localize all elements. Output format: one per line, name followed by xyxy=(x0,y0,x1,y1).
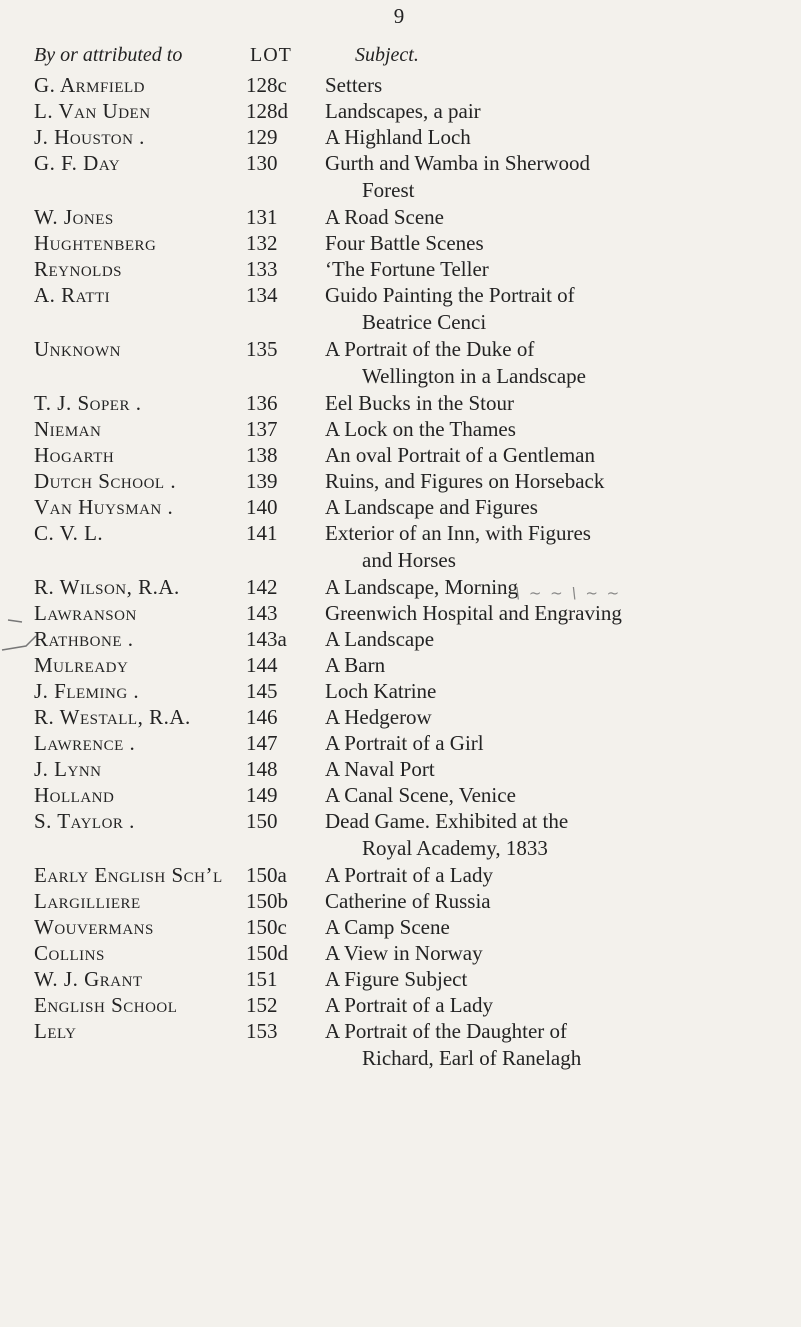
lot-number: 135 xyxy=(246,337,278,361)
lot-entry xyxy=(0,704,801,730)
subject-continuation: Forest xyxy=(362,178,415,202)
artist-name: Van Huysman . xyxy=(34,495,174,519)
subject-continuation: Beatrice Cenci xyxy=(362,310,487,334)
lot-entry xyxy=(0,72,801,98)
lot-entry xyxy=(0,730,801,756)
artist-name: R. Westall, R.A. xyxy=(34,705,191,729)
subject-text: A Portrait of the Duke of xyxy=(325,337,535,361)
subject-text: An oval Portrait of a Gentleman xyxy=(325,443,596,467)
lot-entry xyxy=(0,1018,801,1044)
subject-text: A Portrait of a Girl xyxy=(325,731,484,755)
artist-name: Hughtenberg xyxy=(34,231,157,255)
artist-name: Holland xyxy=(34,783,115,807)
subject-text: ‘The Fortune Teller xyxy=(325,257,489,281)
lot-entry xyxy=(0,862,801,888)
lot-entry xyxy=(0,230,801,256)
subject-text: A Lock on the Thames xyxy=(325,417,516,441)
lot-number: 128c xyxy=(246,73,287,97)
lot-number: 131 xyxy=(246,205,278,229)
lot-number: 153 xyxy=(246,1019,278,1043)
lot-entry xyxy=(0,390,801,416)
subject-text: A Portrait of a Lady xyxy=(325,863,493,887)
lot-entry xyxy=(0,204,801,230)
artist-name: W. Jones xyxy=(34,205,114,229)
lot-number: 150c xyxy=(246,915,287,939)
header-artist: By or attributed to xyxy=(34,44,183,66)
subject-text: Eel Bucks in the Stour xyxy=(325,391,514,415)
lot-number: 148 xyxy=(246,757,278,781)
lot-entry xyxy=(0,888,801,914)
lot-number: 151 xyxy=(246,967,278,991)
artist-name: Dutch School . xyxy=(34,469,177,493)
lot-entry xyxy=(0,520,801,546)
artist-name: G. F. Day xyxy=(34,151,121,175)
lot-entry xyxy=(0,940,801,966)
subject-text: Exterior of an Inn, with Figures xyxy=(325,521,591,545)
artist-name: Wouvermans xyxy=(34,915,154,939)
lot-number: 139 xyxy=(246,469,278,493)
artist-name: A. Ratti xyxy=(34,283,111,307)
lot-entry xyxy=(0,652,801,678)
lot-number: 140 xyxy=(246,495,278,519)
lot-number: 150d xyxy=(246,941,288,965)
subject-text: A Highland Loch xyxy=(325,125,471,149)
artist-name: J. Fleming . xyxy=(34,679,140,703)
lot-number: 147 xyxy=(246,731,278,755)
subject-text: A Landscape and Figures xyxy=(325,495,538,519)
artist-name: Early English Sch’l xyxy=(34,863,223,887)
artist-name: T. J. Soper . xyxy=(34,391,142,415)
lot-entry xyxy=(0,914,801,940)
lot-number: 141 xyxy=(246,521,278,545)
lot-entry xyxy=(0,442,801,468)
subject-continuation: Wellington in a Landscape xyxy=(362,364,586,388)
subject-text: A Canal Scene, Venice xyxy=(325,783,516,807)
lot-number: 152 xyxy=(246,993,278,1017)
pencil-margin-mark-icon xyxy=(0,612,40,658)
lot-entry xyxy=(0,124,801,150)
subject-text: A Naval Port xyxy=(325,757,435,781)
artist-name: Collins xyxy=(34,941,105,965)
lot-entry xyxy=(0,808,801,834)
subject-text: Landscapes, a pair xyxy=(325,99,481,123)
subject-continuation: Royal Academy, 1833 xyxy=(362,836,548,860)
subject-text: Setters xyxy=(325,73,383,97)
lot-number: 142 xyxy=(246,575,278,599)
lot-number: 132 xyxy=(246,231,278,255)
column-headers xyxy=(0,44,801,72)
lot-entry xyxy=(0,782,801,808)
lot-number: 145 xyxy=(246,679,278,703)
subject-text: A View in Norway xyxy=(325,941,483,965)
lot-entry xyxy=(0,756,801,782)
artist-name: Largilliere xyxy=(34,889,141,913)
lot-number: 150b xyxy=(246,889,288,913)
subject-text: A Road Scene xyxy=(325,205,444,229)
lot-number: 146 xyxy=(246,705,278,729)
subject-text: Greenwich Hospital and Engraving xyxy=(325,601,622,625)
lot-entry xyxy=(0,336,801,362)
artist-name: Lely xyxy=(34,1019,77,1043)
lot-entry xyxy=(0,468,801,494)
subject-text: A Camp Scene xyxy=(325,915,450,939)
lot-entry xyxy=(0,150,801,176)
subject-text: A Figure Subject xyxy=(325,967,468,991)
artist-name: Mulready xyxy=(34,653,129,677)
lot-number: 143a xyxy=(246,627,287,651)
artist-name: G. Armfield xyxy=(34,73,146,97)
lot-number: 137 xyxy=(246,417,278,441)
lot-number: 144 xyxy=(246,653,278,677)
artist-name: Rathbone . xyxy=(34,627,134,651)
subject-text: Loch Katrine xyxy=(325,679,437,703)
page-number: 9 xyxy=(393,4,405,28)
lot-entry xyxy=(0,282,801,308)
artist-name: Reynolds xyxy=(34,257,123,281)
lot-entry xyxy=(0,626,801,652)
lot-entry xyxy=(0,992,801,1018)
lot-entry xyxy=(0,494,801,520)
lot-number: 134 xyxy=(246,283,278,307)
subject-text: A Portrait of a Lady xyxy=(325,993,493,1017)
header-lot: LOT xyxy=(250,44,292,66)
artist-name: Nieman xyxy=(34,417,102,441)
lot-number: 129 xyxy=(246,125,278,149)
lot-entry xyxy=(0,966,801,992)
subject-text: A Hedgerow xyxy=(325,705,432,729)
lot-number: 130 xyxy=(246,151,278,175)
subject-text: A Barn xyxy=(325,653,386,677)
lot-entry xyxy=(0,256,801,282)
subject-text: A Portrait of the Daughter of xyxy=(325,1019,568,1043)
artist-name: J. Lynn xyxy=(34,757,102,781)
artist-name: Lawranson xyxy=(34,601,137,625)
artist-name: Hogarth xyxy=(34,443,115,467)
subject-text: Ruins, and Figures on Horseback xyxy=(325,469,605,493)
subject-text: A Landscape xyxy=(325,627,435,651)
subject-text: A Landscape, Morning xyxy=(325,575,519,599)
artist-name: W. J. Grant xyxy=(34,967,143,991)
artist-name: L. Van Uden xyxy=(34,99,151,123)
lot-number: 136 xyxy=(246,391,278,415)
artist-name: English School xyxy=(34,993,178,1017)
header-subject: Subject. xyxy=(355,44,419,66)
subject-text: Catherine of Russia xyxy=(325,889,491,913)
lot-number: 128d xyxy=(246,99,288,123)
lot-entry xyxy=(0,678,801,704)
lot-number: 149 xyxy=(246,783,278,807)
subject-text: Four Battle Scenes xyxy=(325,231,484,255)
subject-continuation: Richard, Earl of Ranelagh xyxy=(362,1046,582,1070)
lot-number: 133 xyxy=(246,257,278,281)
artist-name: Unknown xyxy=(34,337,121,361)
pencil-annotation: \ ~ ~ \ ~ ~ xyxy=(515,584,622,602)
subject-text: Guido Painting the Portrait of xyxy=(325,283,575,307)
artist-name: R. Wilson, R.A. xyxy=(34,575,180,599)
lot-number: 150 xyxy=(246,809,278,833)
artist-name: S. Taylor . xyxy=(34,809,135,833)
lot-entry xyxy=(0,98,801,124)
lot-number: 150a xyxy=(246,863,287,887)
artist-name: C. V. L. xyxy=(34,521,104,545)
subject-text: Dead Game. Exhibited at the xyxy=(325,809,569,833)
lot-number: 143 xyxy=(246,601,278,625)
artist-name: J. Houston . xyxy=(34,125,145,149)
lot-entry xyxy=(0,416,801,442)
lot-number: 138 xyxy=(246,443,278,467)
artist-name: Lawrence . xyxy=(34,731,136,755)
subject-continuation: and Horses xyxy=(362,548,456,572)
subject-text: Gurth and Wamba in Sherwood xyxy=(325,151,591,175)
